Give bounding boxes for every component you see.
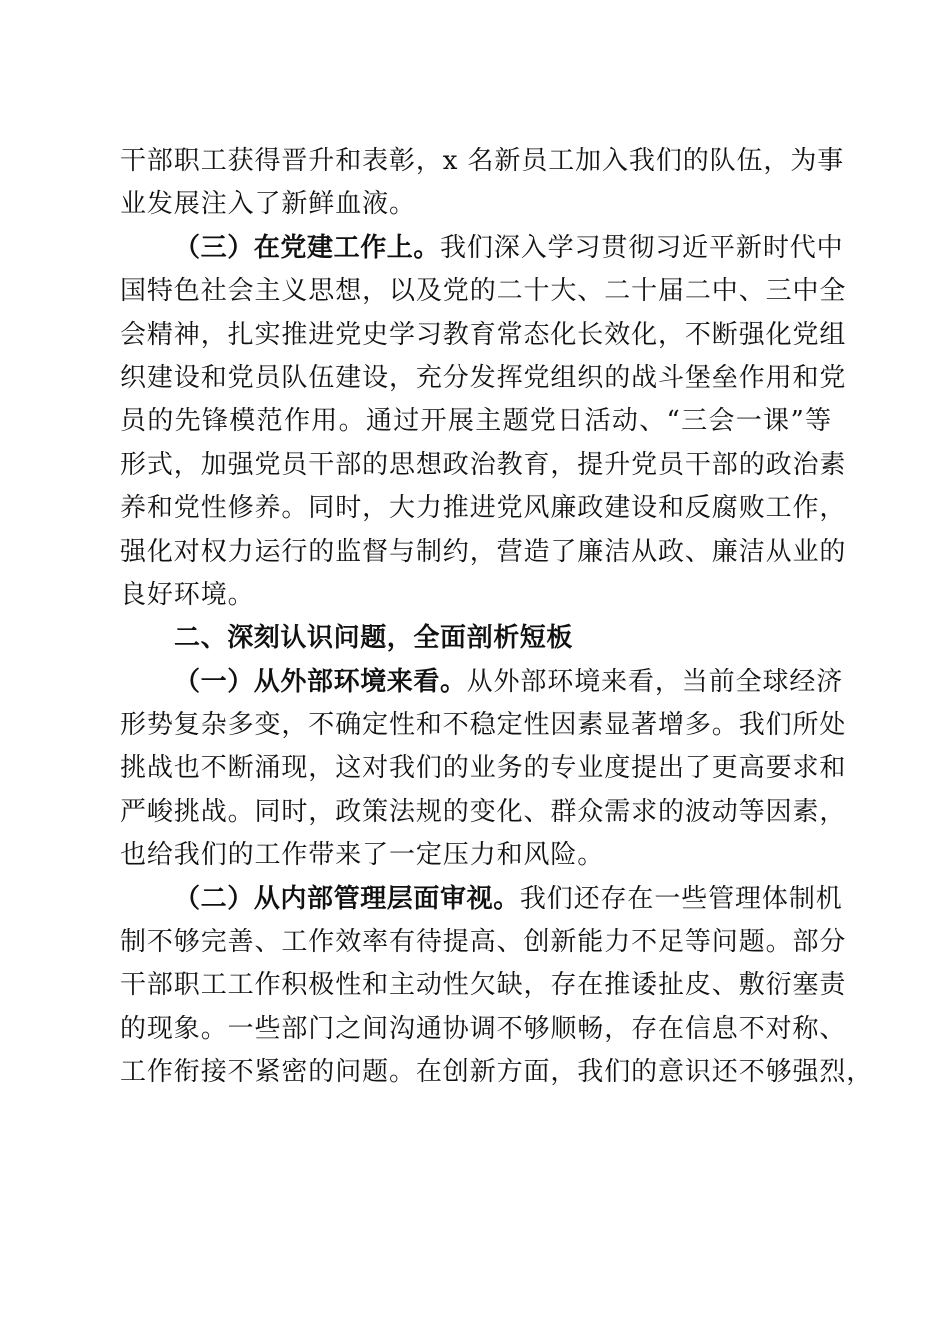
paragraph-line: 干部职工获得晋升和表彰，x 名新员工加入我们的队伍，为事: [120, 146, 845, 176]
paragraph-line: 强化对权力运行的监督与制约，营造了廉洁从政、廉洁从业的: [120, 536, 847, 567]
paragraph-line: 国特色社会主义思想，以及党的二十大、二十届二中、三中全: [120, 276, 847, 307]
paragraph-line: 织建设和党员队伍建设，充分发挥党组织的战斗堡垒作用和党: [120, 362, 847, 393]
section-lead: （二）从内部管理层面审视。: [174, 883, 520, 914]
section-heading: 二、深刻认识问题，全面剖析短板: [174, 623, 574, 654]
paragraph-first-line: [120, 878, 843, 921]
paragraph-text: 从外部环境来看，当前全球经济: [466, 666, 844, 697]
paragraph-line: 会精神，扎实推进党史学习教育常态化长效化，不断强化党组: [120, 319, 847, 350]
section-lead: （一）从外部环境来看。: [174, 666, 467, 697]
paragraph-line: 工作衔接不紧密的问题。在创新方面，我们的意识还不够强烈，: [120, 1057, 874, 1088]
paragraph-first-line: [120, 227, 844, 270]
paragraph-line: 形势复杂多变，不确定性和不稳定性因素显著增多。我们所处: [120, 710, 847, 741]
paragraph-line: 的现象。一些部门之间沟通协调不够顺畅，存在信息不对称、: [120, 1013, 847, 1044]
paragraph-line: 员的先锋模范作用。通过开展主题党日活动、“三会一课”等: [120, 406, 832, 437]
paragraph-line: 严峻挑战。同时，政策法规的变化、群众需求的波动等因素，: [120, 796, 847, 827]
paragraph-text: 我们深入学习贯彻习近平新时代中: [440, 232, 844, 263]
body-text: [120, 140, 874, 1095]
paragraph-line: 也给我们的工作带来了一定压力和风险。: [120, 840, 605, 871]
paragraph-line: 业发展注入了新鲜血液。: [120, 189, 416, 220]
paragraph-line: 制不够完善、工作效率有待提高、创新能力不足等问题。部分: [120, 927, 847, 958]
section-lead: （三）在党建工作上。: [174, 232, 441, 263]
paragraph-line: 形式，加强党员干部的思想政治教育，提升党员干部的政治素: [120, 449, 847, 480]
paragraph-first-line: [120, 661, 844, 704]
paragraph-line: 干部职工工作积极性和主动性欠缺，存在推诿扯皮、敷衍塞责: [120, 970, 847, 1001]
paragraph-line: 挑战也不断涌现，这对我们的业务的专业度提出了更高要求和: [120, 753, 847, 784]
paragraph-text: 我们还存在一些管理体制机: [519, 883, 843, 914]
paragraph-line: 良好环境。: [120, 579, 255, 610]
paragraph-line: 养和党性修养。同时，大力推进党风廉政建设和反腐败工作，: [120, 493, 847, 524]
